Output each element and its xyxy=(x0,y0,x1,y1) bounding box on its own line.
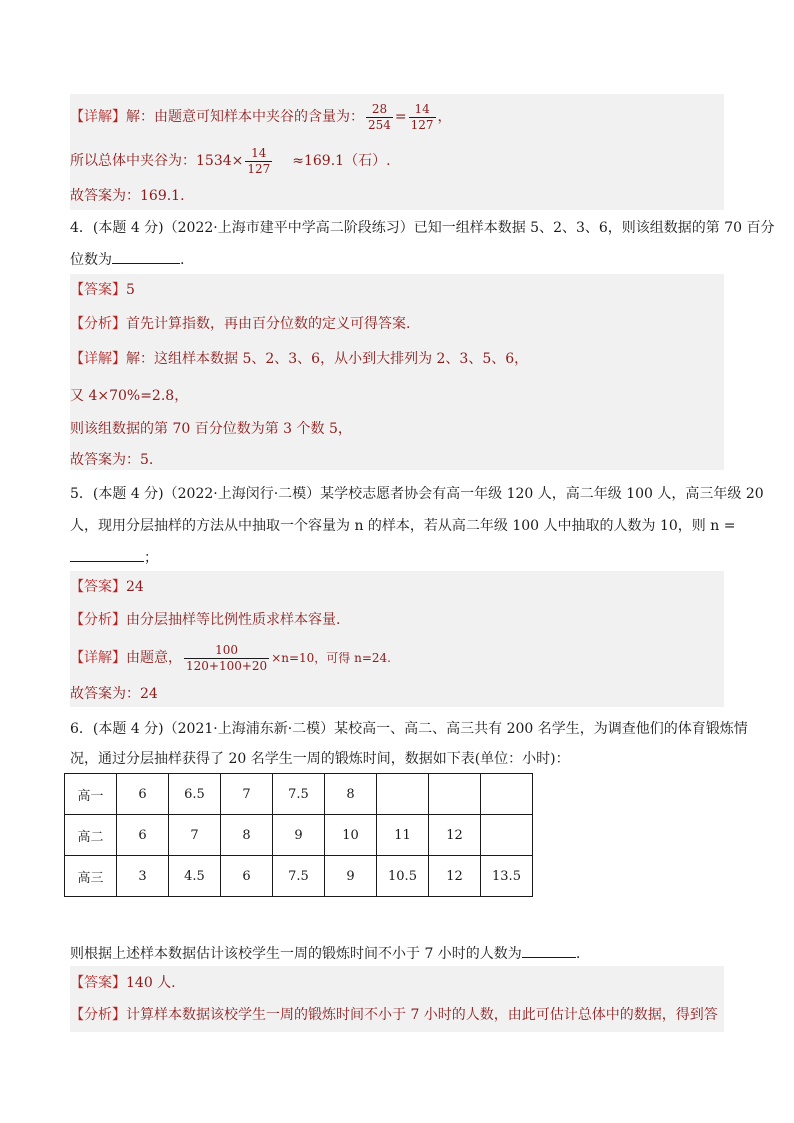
answer-blank xyxy=(112,249,180,264)
q4-stem-line1: 4．(本题 4 分)（2022·上海市建平中学高二阶段练习）已知一组样本数据 5、2、3、6，则该组数据的第 70 百分 xyxy=(70,220,775,236)
detail-text: 解：由题意可知样本中夹谷的含量为： xyxy=(126,109,364,125)
q6-stem-line1: 6．(本题 4 分)（2021·上海浦东新·二模）某校高一、高二、高三共有 200 名学生，为调查他们的体育锻炼情 xyxy=(70,721,748,737)
fraction: $\frac{14}{127}$ xyxy=(247,145,271,176)
q4-calc-line: 又 4×70%=2.8， xyxy=(70,388,189,404)
q5-stem-line3: ； xyxy=(70,546,724,570)
q5-stem-line2: 人，现用分层抽样的方法从中抽取一个容量为 n 的样本，若从高二年级 100 人中抽取的人数为 10，则 n = xyxy=(70,518,736,534)
exercise-time-table xyxy=(64,773,533,897)
fraction: $\frac{28}{254}$ xyxy=(368,101,391,132)
q6-answer-line: 【答案】140 人. xyxy=(70,975,176,991)
table-row: 高二 6 7 8 9 10 11 12 xyxy=(65,815,533,856)
detail-tag: 【详解】 xyxy=(70,109,126,125)
q5-answer-line: 【答案】24 xyxy=(70,579,144,595)
fraction: $\frac{100}{120+100+20}$ xyxy=(186,642,268,673)
q4-answer-line: 【答案】5 xyxy=(70,282,135,298)
q3-total-line: 所以总体中夹谷为：1534× $\frac{14}{127}$ ≈169.1（石）. xyxy=(70,140,724,182)
table-row: 高三 3 4.5 6 7.5 9 10.5 12 13.5 xyxy=(65,856,533,897)
q5-stem-line1: 5．(本题 4 分)（2022·上海闵行·二模）某学校志愿者协会有高一年级 120 人，高二年级 100 人，高三年级 20 xyxy=(70,486,764,502)
q3-detail-line: 【详解】解：由题意可知样本中夹谷的含量为： $\frac{28}{254}$ = $\frac{14}{127}$ ， xyxy=(70,94,724,140)
q5-analysis-line: 【分析】由分层抽样等比例性质求样本容量. xyxy=(70,612,341,628)
q4-solution-block xyxy=(70,274,724,470)
fraction: $\frac{14}{127}$ xyxy=(410,101,434,132)
q4-final-line: 故答案为：5. xyxy=(70,452,154,468)
q4-analysis-line: 【分析】首先计算指数，再由百分位数的定义可得答案. xyxy=(70,316,411,332)
q3-answer-line: 故答案为：169.1. xyxy=(70,182,724,210)
q4-detail-line: 【详解】解：这组样本数据 5、2、3、6，从小到大排列为 2、3、5、6， xyxy=(70,351,529,367)
answer-blank xyxy=(522,943,576,958)
q4-result-line: 则该组数据的第 70 百分位数为第 3 个数 5， xyxy=(70,421,352,437)
q6-question-line: 则根据上述样本数据估计该校学生一周的锻炼时间不小于 7 小时的人数为 . xyxy=(70,942,724,966)
q5-detail-line: 【详解】由题意， $\frac{100}{120+100+20}$ ×n=10，可得 n=24. xyxy=(70,642,391,673)
q6-analysis-line: 【分析】计算样本数据该校学生一周的锻炼时间不小于 7 小时的人数，由此可估计总体中的数据，得到答 xyxy=(70,1007,718,1023)
q4-stem-line2: 位数为 . xyxy=(70,248,724,272)
q5-final-line: 故答案为：24 xyxy=(70,686,158,702)
table-row: 高一 6 6.5 7 7.5 8 xyxy=(65,774,533,815)
answer-blank xyxy=(70,547,144,562)
q6-stem-line2: 况，通过分层抽样获得了 20 名学生一周的锻炼时间，数据如下表(单位：小时)： xyxy=(70,751,570,767)
